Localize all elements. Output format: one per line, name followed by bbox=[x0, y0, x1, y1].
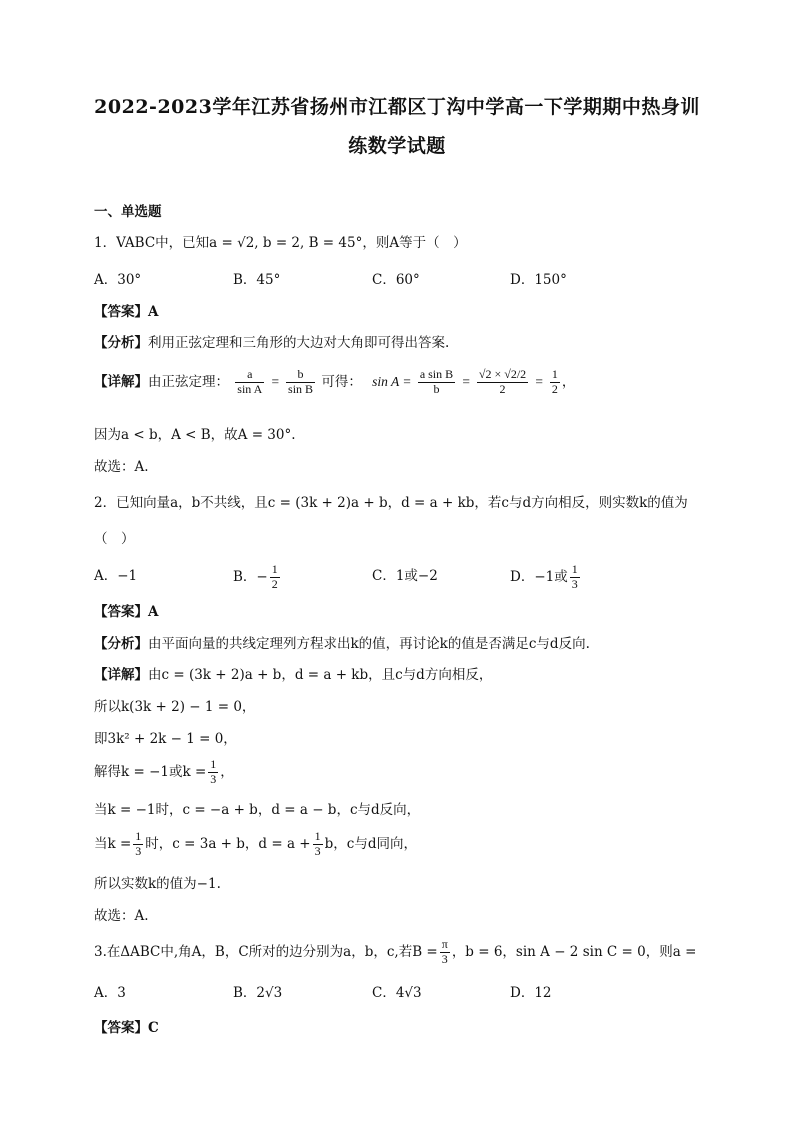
q2-detail bbox=[94, 669, 492, 683]
q3-option-c: C．4√3 bbox=[372, 985, 422, 1001]
q2-option-c: C．1或−2 bbox=[372, 568, 438, 584]
q1-detail: 【详解】由正弦定理： $\frac{a}{\text{sin A}}$ = $\frac{b}{\text{sin B}}$ 可得： sin A = $\frac{\text{a sin B}}{b}$ = $\frac{√2 \times √2/2}{2}$ = $\frac{1}{2}$ ， bbox=[94, 367, 576, 396]
q3-option-d: D．12 bbox=[510, 985, 552, 1001]
q2-step-1: 所以k(3k + 2) − 1 = 0， bbox=[94, 699, 256, 715]
q1-detail-tag: 【详解】 bbox=[94, 373, 148, 390]
q1-analysis-tag: 【分析】 bbox=[94, 335, 148, 351]
q2-analysis-text: 由平面向量的共线定理列方程求出k的值，再讨论k的值是否满足c与d反向. bbox=[148, 636, 590, 652]
section-heading: 一、单选题 bbox=[94, 204, 162, 220]
q1-answer: 【答案】A bbox=[94, 304, 159, 320]
q2-step-4: 当k = −1时，c = −a + b，d = a − b，c与d反向， bbox=[94, 802, 421, 818]
q3-answer: 【答案】C bbox=[94, 1020, 159, 1036]
q2-step-2: 即3k² + 2k − 1 = 0， bbox=[94, 731, 237, 747]
q1-analysis bbox=[94, 337, 449, 351]
q1-stem: 1．VABC中，已知a = √2, b = 2, B = 45°，则A等于（ ） bbox=[94, 235, 467, 251]
q2-analysis bbox=[94, 638, 590, 652]
q1-fraction-5: $\frac{1}{2}$ bbox=[551, 367, 558, 396]
q1-option-c: C．60° bbox=[372, 272, 420, 288]
page-title-line-1: 2022-2023学年江苏省扬州市江都区丁沟中学高一下学期期中热身训 bbox=[94, 96, 700, 118]
q2-step-6: 所以实数k的值为−1. bbox=[94, 876, 221, 892]
q2-step-5: 当k = $\frac{1}{3}$ 时，c = 3a + b，d = a + $\frac{1}{3}$ b，c与d同向， bbox=[94, 829, 417, 858]
q3-stem: 3.在ΔABC中,角A，B，C所对的边分别为a，b，c,若B = $\frac{\pi}{3}$ ，b = 6，sin A − 2 sin C = 0，则a = bbox=[94, 937, 697, 966]
q1-equals: = bbox=[270, 373, 280, 389]
q2-paren: （ ） bbox=[94, 531, 135, 547]
q2-option-d: D．−1或 $\frac{1}{3}$ bbox=[510, 562, 578, 591]
q1-detail-end: ， bbox=[561, 373, 576, 390]
q1-option-a: A．30° bbox=[94, 272, 142, 288]
q2-step-3: 解得k = −1或k = $\frac{1}{3}$ ， bbox=[94, 757, 234, 786]
q1-analysis-text: 利用正弦定理和三角形的大边对大角即可得出答案. bbox=[148, 335, 450, 351]
q1-sina: sin A = bbox=[372, 373, 412, 389]
q1-fraction-3: $\frac{\text{a sin B}}{b}$ bbox=[419, 367, 454, 396]
q1-option-d: D．150° bbox=[510, 272, 567, 288]
q3-option-b: B．2√3 bbox=[233, 985, 283, 1001]
q2-analysis-tag: 【分析】 bbox=[94, 636, 148, 652]
q1-option-b: B．45° bbox=[233, 272, 281, 288]
q3-option-a: A．3 bbox=[94, 985, 126, 1001]
q1-detail-get: 可得： bbox=[321, 373, 362, 390]
q2-option-a: A．−1 bbox=[94, 568, 138, 584]
q2-stem: 2．已知向量a，b不共线，且c = (3k + 2)a + b，d = a + kb，若c与d方向相反，则实数k的值为 bbox=[94, 495, 688, 511]
q1-fraction-1: $\frac{a}{\text{sin A}}$ bbox=[237, 367, 263, 396]
q2-detail-text: 由c = (3k + 2)a + b，d = a + kb，且c与d方向相反， bbox=[148, 667, 493, 683]
q1-choose: 故选：A. bbox=[94, 459, 149, 475]
q2-option-b: B．− $\frac{1}{2}$ bbox=[233, 562, 278, 591]
q1-fraction-2: $\frac{b}{\text{sin B}}$ bbox=[288, 367, 314, 396]
q2-choose: 故选：A. bbox=[94, 908, 149, 924]
q1-because: 因为a < b，A < B，故A = 30°. bbox=[94, 427, 296, 443]
page-title-line-2: 练数学试题 bbox=[348, 135, 446, 157]
q1-detail-prefix: 由正弦定理： bbox=[148, 373, 229, 390]
q2-answer: 【答案】A bbox=[94, 604, 159, 620]
q2-detail-tag: 【详解】 bbox=[94, 667, 148, 683]
q1-fraction-4: $\frac{√2 \times √2/2}{2}$ bbox=[478, 367, 527, 396]
